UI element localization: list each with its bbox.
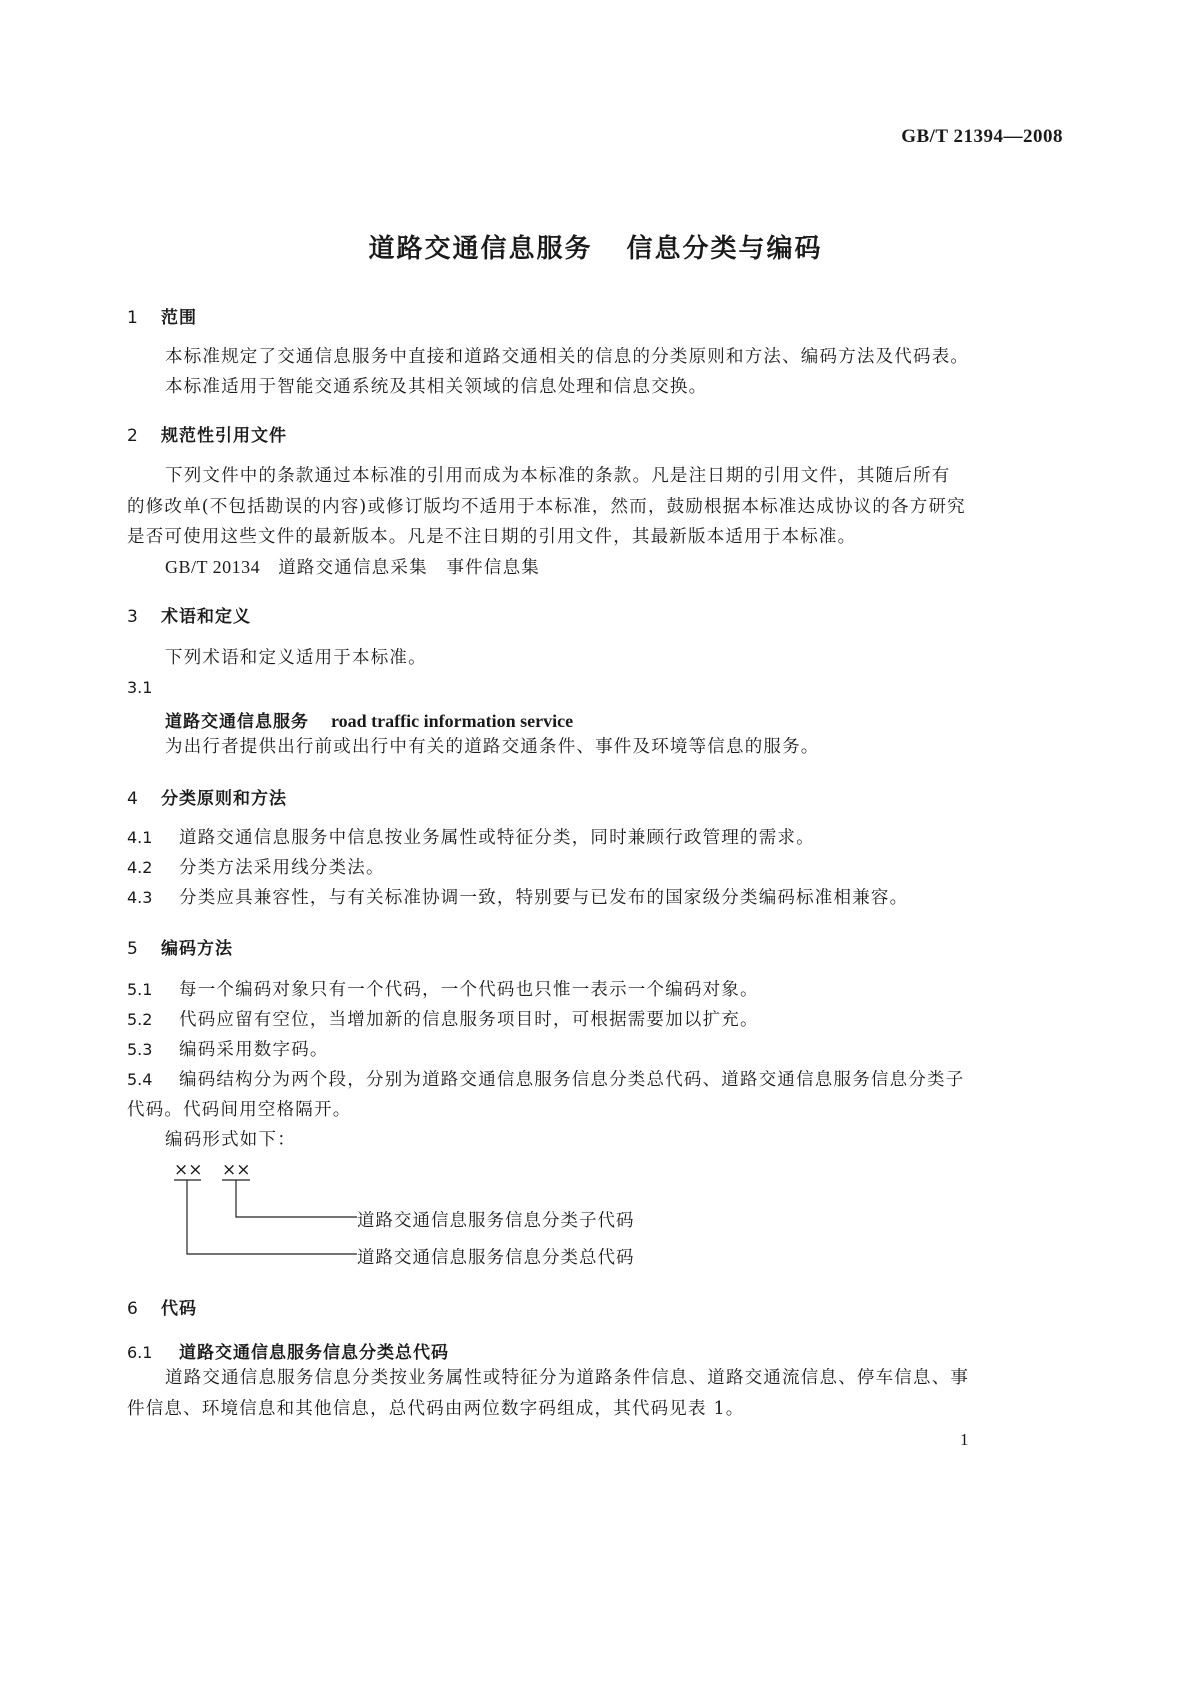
section-6-paragraph-line-1: 道路交通信息服务信息分类按业务属性或特征分为道路条件信息、道路交通流信息、停车信息、事 — [165, 1368, 970, 1388]
section-2-heading: 2 规范性引用文件 — [127, 426, 287, 446]
main-code-placeholder: ×× — [174, 1160, 203, 1180]
clause-4-2: 4.2 分类方法采用线分类法。 — [127, 858, 385, 878]
document-title — [0, 228, 1191, 265]
clause-5-3: 5.3 编码采用数字码。 — [127, 1040, 329, 1060]
main-code-label: 道路交通信息服务信息分类总代码 — [357, 1248, 635, 1268]
section-1-paragraph-1: 本标准规定了交通信息服务中直接和道路交通相关的信息的分类原则和方法、编码方法及代码表。 — [165, 347, 970, 367]
section-3-heading: 3 术语和定义 — [127, 607, 251, 627]
page-number: 1 — [960, 1430, 969, 1449]
normative-reference — [165, 557, 540, 578]
term-chinese: 道路交通信息服务 — [165, 712, 309, 732]
code-form-intro: 编码形式如下： — [165, 1130, 296, 1150]
section-6-heading: 6 代码 — [127, 1299, 197, 1319]
term-entry — [165, 707, 573, 732]
section-2-paragraph-line-2: 的修改单(不包括勘误的内容)或修订版均不适用于本标准，然而，鼓励根据本标准达成协议的各方研究 — [127, 497, 966, 517]
term-definition: 为出行者提供出行前或出行中有关的道路交通条件、事件及环境等信息的服务。 — [165, 737, 820, 757]
clause-5-4-line-2: 代码。代码间用空格隔开。 — [127, 1100, 352, 1120]
code-structure-diagram — [170, 1178, 360, 1258]
title-part-1: 道路交通信息服务 — [368, 234, 593, 264]
clause-5-2: 5.2 代码应留有空位，当增加新的信息服务项目时，可根据需要加以扩充。 — [127, 1010, 759, 1030]
section-1-heading: 1 范围 — [127, 308, 197, 328]
term-english: road traffic information service — [331, 711, 574, 731]
section-3-paragraph: 下列术语和定义适用于本标准。 — [165, 648, 427, 668]
sub-code-label: 道路交通信息服务信息分类子代码 — [357, 1211, 635, 1231]
title-part-2: 信息分类与编码 — [626, 234, 823, 264]
clause-4-3: 4.3 分类应具兼容性，与有关标准协调一致，特别要与已发布的国家级分类编码标准相兼容。 — [127, 888, 909, 908]
clause-4-1: 4.1 道路交通信息服务中信息按业务属性或特征分类，同时兼顾行政管理的需求。 — [127, 828, 815, 848]
section-2-paragraph-line-3: 是否可使用这些文件的最新版本。凡是不注日期的引用文件，其最新版本适用于本标准。 — [127, 527, 857, 547]
section-5-heading: 5 编码方法 — [127, 939, 233, 959]
clause-6-1-heading: 6.1 道路交通信息服务信息分类总代码 — [127, 1343, 449, 1363]
sub-code-placeholder: ×× — [222, 1160, 251, 1180]
clause-5-4-line-1: 5.4 编码结构分为两个段，分别为道路交通信息服务信息分类总代码、道路交通信息服务信息分类子 — [127, 1070, 965, 1090]
section-4-heading: 4 分类原则和方法 — [127, 789, 287, 809]
reference-code: GB/T 20134 — [165, 557, 261, 577]
clause-5-1: 5.1 每一个编码对象只有一个代码，一个代码也只惟一表示一个编码对象。 — [127, 980, 759, 1000]
clause-3-1-number: 3.1 — [127, 678, 153, 697]
reference-title: 道路交通信息采集 事件信息集 — [278, 558, 540, 578]
section-2-paragraph-line-1: 下列文件中的条款通过本标准的引用而成为本标准的条款。凡是注日期的引用文件，其随后所有 — [165, 466, 951, 486]
standard-code: GB/T 21394—2008 — [901, 126, 1063, 147]
section-6-paragraph-line-2: 件信息、环境信息和其他信息，总代码由两位数字码组成，其代码见表 1。 — [127, 1399, 745, 1419]
section-1-paragraph-2: 本标准适用于智能交通系统及其相关领域的信息处理和信息交换。 — [165, 377, 708, 397]
sub-code-leader-line — [236, 1180, 357, 1217]
